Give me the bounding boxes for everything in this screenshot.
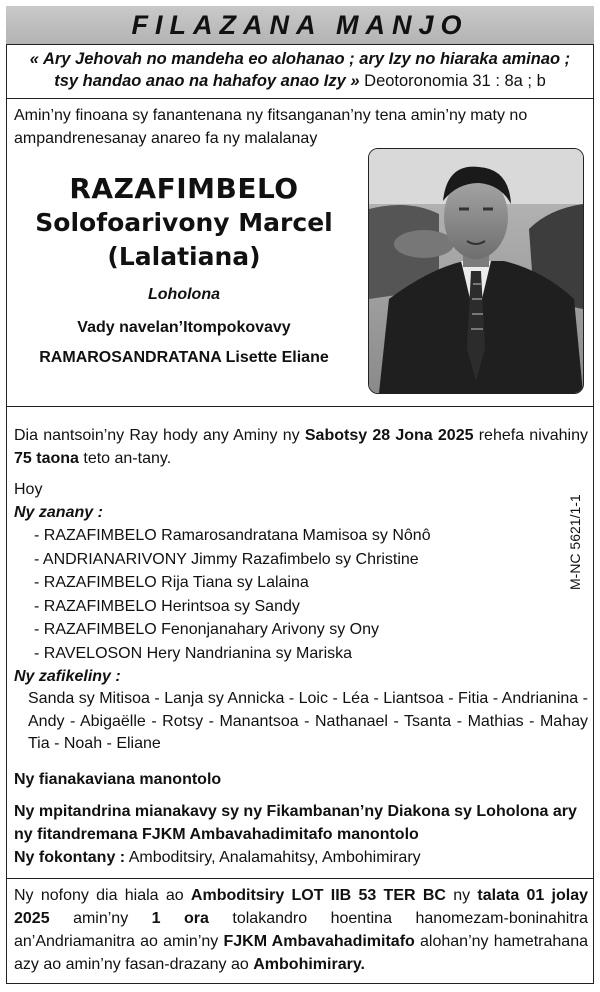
- hoy-label: Hoy: [14, 481, 43, 498]
- funeral-p2: ny: [453, 887, 471, 904]
- list-item: - RAZAFIMBELO Fenonjanahary Arivony sy Ony: [34, 618, 562, 642]
- notice-header: [6, 6, 594, 45]
- spouse-label: Vady navelan’Itompokovavy: [77, 318, 291, 336]
- funeral-date: talata 01 jolay 2025: [14, 887, 589, 927]
- intro-text: Amin’ny finoana sy fanantenana ny fitsanganan’ny tena amin’ny maty no ampandrenesanay anareo fa ny malalanay: [14, 107, 528, 147]
- verse-reference: Deotoronomia 31 : 8a ; b: [364, 72, 546, 90]
- verse-line-2: [14, 70, 586, 92]
- list-item: - RAVELOSON Hery Nandrianina sy Mariska: [34, 642, 562, 666]
- divider: [6, 98, 594, 99]
- portrait-photo-icon: [369, 149, 583, 393]
- death-prefix: Dia nantsoin’ny Ray hody any Aminy ny: [14, 427, 300, 444]
- funeral-cemetery: Ambohimirary.: [253, 956, 365, 973]
- ad-reference-code: M-NC 5621/1-1: [567, 494, 583, 590]
- funeral-p4: tolakandro hoentina hanomezam-boninahitra an’Andriamanitra ao amin’ny: [14, 910, 588, 950]
- grandchildren-label: Ny zafikeliny :: [14, 668, 121, 685]
- deceased-name-block: [14, 172, 354, 370]
- funeral-p5: alohan’ny hametrahana azy ao amin’ny fasan-drazany ao: [14, 933, 589, 973]
- funeral-place: Amboditsiry LOT IIB 53 TER BC: [190, 887, 446, 904]
- extended-family: Ny fianakaviana manontolo: [14, 771, 222, 788]
- fokontany-names: Amboditsiry, Analamahitsy, Ambohimirary: [128, 849, 421, 866]
- funeral-p3: amin’ny: [73, 910, 129, 927]
- fokontany-label: Ny fokontany :: [14, 849, 126, 866]
- funeral-p1: Ny nofony dia hiala ao: [14, 887, 184, 904]
- grandchildren-list: Sanda sy Mitisoa - Lanja sy Annicka - Loic - Léa - Liantsoa - Fitia - Andrianina - Andy - Abigaëlle - Rotsy - Manantsoa - Nathanael - Tsanta - Mathias - Mahay Tia - Noah - Eliane: [28, 690, 588, 752]
- funeral-time: 1 ora: [151, 910, 209, 927]
- deceased-given-names: Solofoarivony Marcel: [35, 208, 333, 237]
- divider: [6, 878, 594, 879]
- list-item: - RAZAFIMBELO Ramarosandratana Mamisoa sy Nônô: [34, 524, 562, 548]
- death-age: 75 taona: [14, 450, 79, 467]
- verse-line-1: « Ary Jehovah no mandeha eo alohanao ; ary Izy no hiaraka aminao ;: [29, 50, 571, 68]
- header-title: FILAZANA MANJO: [131, 9, 469, 40]
- verse-text-2: tsy handao anao na hahafoy anao Izy »: [54, 72, 360, 90]
- portrait-photo: [368, 148, 584, 394]
- deceased-surname: RAZAFIMBELO: [69, 172, 299, 205]
- death-date: Sabotsy 28 Jona 2025: [304, 427, 474, 444]
- bible-verse: [14, 48, 586, 92]
- list-item: - RAZAFIMBELO Herintsoa sy Sandy: [34, 595, 562, 619]
- deceased-nickname: (Lalatiana): [107, 242, 261, 271]
- children-list: [14, 524, 562, 665]
- death-notice: [14, 424, 588, 470]
- death-suffix: teto an-tany.: [83, 450, 172, 467]
- fokontany-line: [14, 846, 588, 869]
- divider: [6, 406, 594, 407]
- children-label: Ny zanany :: [14, 504, 103, 521]
- church-members: Ny mpitandrina mianakavy sy ny Fikambanan’ny Diakona sy Loholona ary ny fitandremana FJKM Ambavahadimitafo manontolo: [14, 803, 577, 843]
- death-middle: rehefa nivahiny: [478, 427, 589, 444]
- deceased-role: Loholona: [148, 286, 220, 303]
- church-section: [14, 800, 588, 869]
- list-item: - ANDRIANARIVONY Jimmy Razafimbelo sy Christine: [34, 548, 562, 572]
- spouse-name: RAMAROSANDRATANA Lisette Eliane: [39, 349, 329, 367]
- funeral-details: [14, 884, 588, 976]
- list-item: - RAZAFIMBELO Rija Tiana sy Lalaina: [34, 571, 562, 595]
- funeral-church: FJKM Ambavahadimitafo: [223, 933, 415, 950]
